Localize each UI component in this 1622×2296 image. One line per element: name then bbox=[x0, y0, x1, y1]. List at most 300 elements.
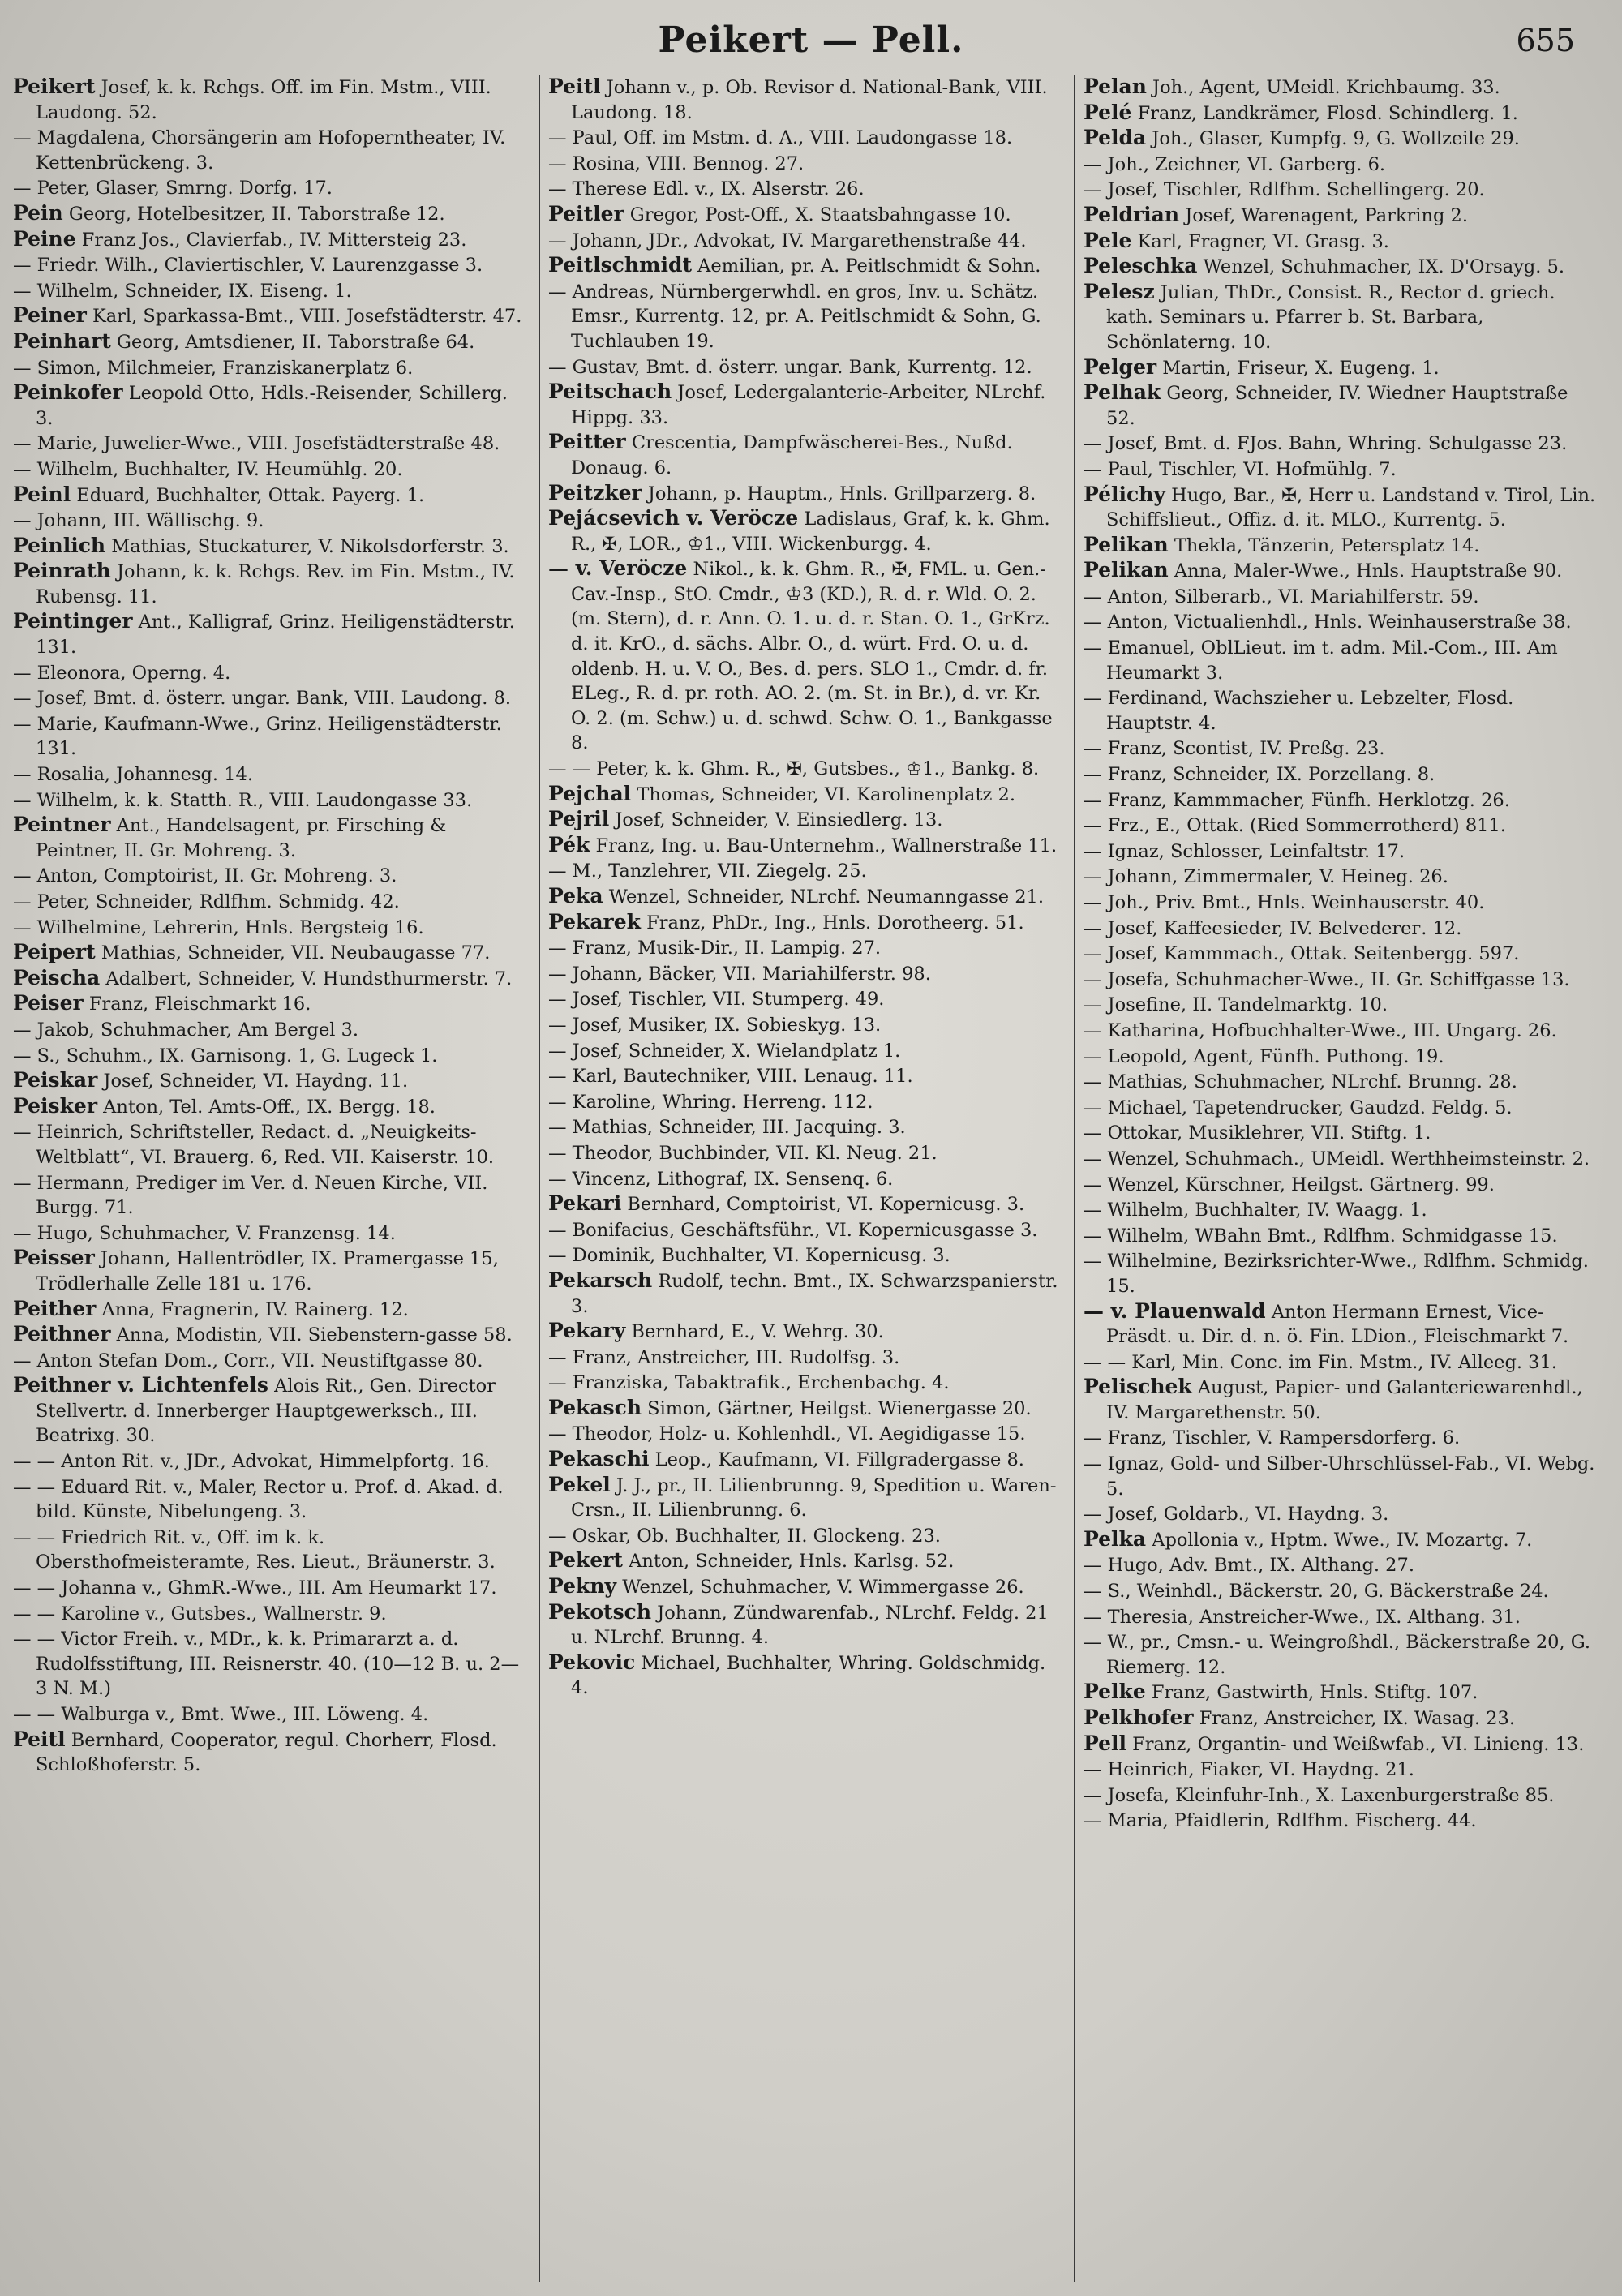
directory-entry bbox=[13, 380, 530, 431]
entry-text: — Josefa, Schuhmacher-Wwe., II. Gr. Schiffgasse 13. bbox=[1083, 968, 1570, 990]
directory-entry bbox=[1083, 1629, 1601, 1680]
entry-text: — M., Tanzlehrer, VII. Ziegelg. 25. bbox=[548, 860, 867, 882]
entry-text: Gregor, Post-Off., X. Staatsbahngasse 10. bbox=[624, 204, 1011, 225]
entry-text: Mathias, Schneider, VII. Neubaugasse 77. bbox=[95, 942, 491, 964]
directory-entry bbox=[1083, 533, 1601, 559]
entry-headword: Peitzker bbox=[548, 480, 642, 504]
directory-entry bbox=[13, 1043, 530, 1069]
entry-headword: Pekary bbox=[548, 1319, 626, 1343]
directory-entry bbox=[1083, 355, 1601, 381]
entry-headword: Pelger bbox=[1083, 354, 1157, 379]
directory-entry bbox=[1083, 254, 1601, 280]
entry-text: Crescentia, Dampfwäscherei-Bes., Nußd. Donaug. 6. bbox=[571, 432, 1013, 479]
directory-entry bbox=[548, 430, 1066, 480]
directory-entry bbox=[1083, 1172, 1601, 1198]
entry-headword: Pekari bbox=[548, 1191, 622, 1216]
entry-text: — Paul, Tischler, VI. Hofmühlg. 7. bbox=[1083, 458, 1397, 480]
entry-headword: Peinl bbox=[13, 482, 71, 506]
directory-entry bbox=[548, 75, 1066, 125]
entry-text: — — Johanna v., GhmR.-Wwe., III. Am Heumarkt 17. bbox=[13, 1577, 497, 1599]
entry-text: Bernhard, Cooperator, regul. Chorherr, Flosd. Schloßhoferstr. 5. bbox=[36, 1729, 497, 1776]
entry-text: Thomas, Schneider, VI. Karolinenplatz 2. bbox=[631, 783, 1015, 805]
entry-text: Eduard, Buchhalter, Ottak. Payerg. 1. bbox=[71, 484, 425, 506]
entry-text: — Wilhelm, WBahn Bmt., Rdlfhm. Schmidgasse 15. bbox=[1083, 1225, 1558, 1247]
page-number: 655 bbox=[1516, 23, 1575, 58]
entry-text: — Jakob, Schuhmacher, Am Bergel 3. bbox=[13, 1019, 359, 1041]
directory-entry bbox=[548, 1191, 1066, 1217]
entry-text: — — Walburga v., Bmt. Wwe., III. Löweng. 4. bbox=[13, 1704, 429, 1725]
directory-entry bbox=[548, 1319, 1066, 1345]
directory-entry bbox=[13, 1068, 530, 1094]
directory-entry bbox=[13, 1297, 530, 1323]
entry-headword: Pejchal bbox=[548, 781, 632, 805]
directory-entry bbox=[1083, 864, 1601, 890]
entry-text: Bernhard, Comptoirist, VI. Kopernicusg. 3. bbox=[621, 1194, 1025, 1216]
columns bbox=[5, 75, 1609, 2282]
directory-entry bbox=[548, 1217, 1066, 1243]
directory-entry bbox=[548, 354, 1066, 380]
entry-headword: Peintner bbox=[13, 813, 111, 837]
entry-text: — Anton, Comptoirist, II. Gr. Mohreng. 3. bbox=[13, 865, 397, 887]
entry-headword: Peisker bbox=[13, 1093, 98, 1118]
directory-entry bbox=[548, 1523, 1066, 1549]
directory-entry bbox=[548, 1242, 1066, 1268]
entry-text: — Frz., E., Ottak. (Ried Sommerrotherd) 811. bbox=[1083, 815, 1506, 837]
directory-entry bbox=[13, 355, 530, 381]
directory-entry bbox=[1083, 1732, 1601, 1757]
directory-entry bbox=[1083, 1604, 1601, 1630]
directory-entry bbox=[13, 762, 530, 788]
directory-entry bbox=[13, 534, 530, 560]
directory-entry bbox=[1083, 203, 1601, 229]
entry-headword: Peitschach bbox=[548, 380, 672, 404]
directory-entry bbox=[13, 915, 530, 941]
entry-headword: Peiskar bbox=[13, 1068, 98, 1092]
entry-headword: — v. Veröcze bbox=[548, 556, 688, 581]
directory-entry bbox=[548, 202, 1066, 228]
entry-text: — Wilhelm, Buchhalter, IV. Heumühlg. 20. bbox=[13, 458, 403, 480]
entry-text: Wenzel, Schuhmacher, IX. D'Orsayg. 5. bbox=[1197, 256, 1565, 278]
directory-entry bbox=[13, 889, 530, 915]
entry-text: Georg, Amtsdiener, II. Taborstraße 64. bbox=[110, 331, 475, 353]
directory-entry bbox=[13, 966, 530, 992]
directory-entry bbox=[548, 961, 1066, 987]
directory-entry bbox=[548, 1140, 1066, 1166]
directory-entry bbox=[548, 1574, 1066, 1600]
directory-entry bbox=[1083, 1223, 1601, 1249]
directory-entry bbox=[548, 1473, 1066, 1523]
entry-text: — Oskar, Ob. Buchhalter, II. Glockeng. 23. bbox=[548, 1525, 941, 1547]
entry-text: Johann, p. Hauptm., Hnls. Grillparzerg. 8. bbox=[642, 483, 1036, 504]
entry-text: — Wenzel, Kürschner, Heilgst. Gärtnerg. 99. bbox=[1083, 1174, 1495, 1195]
entry-text: — — Eduard Rit. v., Maler, Rector u. Prof. d. Akad. d. bild. Künste, Nibelungeng. 3. bbox=[13, 1476, 504, 1523]
entry-text: — Wenzel, Schuhmach., UMeidl. Werthheimsteinstr. 2. bbox=[1083, 1148, 1590, 1169]
running-head: Peikert — Pell. bbox=[658, 19, 964, 61]
entry-text: — Theodor, Holz- u. Kohlenhdl., VI. Aegidigasse 15. bbox=[548, 1423, 1026, 1445]
directory-entry bbox=[13, 940, 530, 966]
directory-entry bbox=[13, 1626, 530, 1702]
entry-headword: Pelikan bbox=[1083, 558, 1169, 582]
directory-entry bbox=[1083, 839, 1601, 865]
entry-text: — — Karl, Min. Conc. im Fin. Mstm., IV. Alleeg. 31. bbox=[1083, 1351, 1557, 1373]
directory-entry bbox=[548, 1650, 1066, 1701]
entry-text: — Vincenz, Lithograf, IX. Sensenq. 6. bbox=[548, 1168, 894, 1190]
directory-entry bbox=[548, 176, 1066, 202]
entry-headword: Peipert bbox=[13, 940, 96, 964]
entry-text: — Franziska, Tabaktrafik., Erchenbachg. 4. bbox=[548, 1372, 950, 1394]
directory-entry bbox=[13, 329, 530, 355]
entry-text: — Rosina, VIII. Bennog. 27. bbox=[548, 152, 805, 174]
directory-entry bbox=[1083, 380, 1601, 431]
entry-text: — S., Weinhdl., Bäckerstr. 20, G. Bäckerstraße 24. bbox=[1083, 1581, 1549, 1603]
directory-entry bbox=[1083, 1299, 1601, 1350]
directory-entry bbox=[13, 278, 530, 304]
entry-text: Johann v., p. Ob. Revisor d. National-Bank, VIII. Laudong. 18. bbox=[571, 77, 1048, 123]
directory-entry bbox=[1083, 1527, 1601, 1553]
entry-text: — Dominik, Buchhalter, VI. Kopernicusg. 3. bbox=[548, 1245, 950, 1267]
directory-entry bbox=[548, 1114, 1066, 1140]
directory-entry bbox=[1083, 890, 1601, 916]
directory-entry bbox=[13, 559, 530, 609]
directory-entry bbox=[548, 481, 1066, 507]
entry-text: — Bonifacius, Geschäftsführ., VI. Kopernicusgasse 3. bbox=[548, 1219, 1038, 1241]
directory-entry bbox=[1083, 967, 1601, 993]
directory-entry bbox=[13, 1170, 530, 1221]
directory-entry bbox=[548, 556, 1066, 756]
entry-text: — Franz, Anstreicher, III. Rudolfsg. 3. bbox=[548, 1346, 900, 1368]
entry-text: — Therese Edl. v., IX. Alserstr. 26. bbox=[548, 178, 865, 200]
entry-text: — Leopold, Agent, Fünfh. Puthong. 19. bbox=[1083, 1045, 1444, 1067]
entry-headword: Peine bbox=[13, 226, 76, 251]
directory-entry bbox=[1083, 280, 1601, 355]
entry-headword: Peiner bbox=[13, 303, 87, 328]
entry-text: Anton, Schneider, Hnls. Karlsg. 52. bbox=[622, 1551, 955, 1573]
entry-text: Leopold Otto, Hdls.-Reisender, Schillerg. 3. bbox=[36, 383, 508, 429]
entry-text: Josef, Warenagent, Parkring 2. bbox=[1179, 204, 1468, 226]
entry-text: — Karoline, Whring. Herreng. 112. bbox=[548, 1091, 873, 1113]
directory-entry bbox=[548, 935, 1066, 961]
directory-entry bbox=[548, 833, 1066, 859]
entry-text: — Josef, Tischler, VII. Stumperg. 49. bbox=[548, 989, 885, 1011]
entry-headword: Pelikan bbox=[1083, 532, 1169, 556]
directory-entry bbox=[13, 1601, 530, 1627]
entry-text: Franz, Anstreicher, IX. Wasag. 23. bbox=[1193, 1708, 1515, 1729]
entry-text: Anton, Tel. Amts-Off., IX. Bergg. 18. bbox=[97, 1096, 436, 1118]
directory-entry bbox=[1083, 483, 1601, 533]
directory-entry bbox=[548, 1063, 1066, 1089]
entry-text: Apollonia v., Hptm. Wwe., IV. Mozartg. 7. bbox=[1146, 1529, 1533, 1551]
directory-entry bbox=[1083, 1197, 1601, 1223]
directory-entry bbox=[13, 1119, 530, 1169]
entry-headword: Pélichy bbox=[1083, 482, 1165, 506]
entry-text: Ladislaus, Graf, k. k. Ghm. R., ✠, LOR., ♔1., VIII. Wickenburgg. 4. bbox=[571, 509, 1050, 555]
entry-text: — Katharina, Hofbuchhalter-Wwe., III. Ungarg. 26. bbox=[1083, 1019, 1557, 1041]
directory-entry bbox=[13, 991, 530, 1017]
directory-entry bbox=[1083, 177, 1601, 203]
directory-entry bbox=[13, 1702, 530, 1727]
directory-entry bbox=[13, 252, 530, 278]
entry-text: — Karl, Bautechniker, VIII. Lenaug. 11. bbox=[548, 1066, 913, 1088]
directory-entry bbox=[13, 457, 530, 483]
column-1 bbox=[5, 75, 540, 2282]
directory-entry bbox=[1083, 916, 1601, 942]
entry-headword: Peitter bbox=[548, 430, 626, 454]
entry-text: — Heinrich, Fiaker, VI. Haydng. 21. bbox=[1083, 1759, 1414, 1781]
directory-entry bbox=[13, 1246, 530, 1296]
directory-entry bbox=[13, 863, 530, 889]
directory-entry bbox=[13, 303, 530, 329]
entry-text: — Josef, Bmt. d. österr. ungar. Bank, VIII. Laudong. 8. bbox=[13, 688, 512, 710]
directory-entry bbox=[548, 151, 1066, 177]
entry-text: — Magdalena, Chorsängerin am Hofoperntheater, IV. Kettenbrückeng. 3. bbox=[13, 127, 506, 174]
column-2 bbox=[540, 75, 1075, 2282]
entry-text: — — Victor Freih. v., MDr., k. k. Primararzt a. d. Rudolfsstiftung, III. Reisnerstr. 40. (10—12 B. u. 2—3 N. M.) bbox=[13, 1629, 520, 1700]
entry-text: Rudolf, techn. Bmt., IX. Schwarzspanierstr. 3. bbox=[571, 1270, 1058, 1317]
entry-text: Joh., Agent, UMeidl. Krichbaumg. 33. bbox=[1146, 77, 1500, 98]
entry-headword: Pelke bbox=[1083, 1680, 1146, 1704]
directory-entry bbox=[1083, 1018, 1601, 1044]
entry-text: — Anton, Victualienhdl., Hnls. Weinhauserstraße 38. bbox=[1083, 612, 1572, 633]
entry-text: Franz, PhDr., Ing., Hnls. Dorotheerg. 51. bbox=[640, 912, 1024, 933]
directory-entry bbox=[1083, 1350, 1601, 1375]
directory-entry bbox=[13, 508, 530, 534]
entry-headword: Pelka bbox=[1083, 1526, 1147, 1551]
entry-text: — — Peter, k. k. Ghm. R., ✠, Gutsbes., ♔1., Bankg. 8. bbox=[548, 758, 1040, 780]
entry-text: — — Anton Rit. v., JDr., Advokat, Himmelpfortg. 16. bbox=[13, 1451, 490, 1473]
entry-text: — Hugo, Schuhmacher, V. Franzensg. 14. bbox=[13, 1222, 396, 1244]
entry-text: — Theresia, Anstreicher-Wwe., IX. Althang. 31. bbox=[1083, 1606, 1521, 1628]
directory-entry bbox=[1083, 101, 1601, 127]
entry-text: Josef, Ledergalanterie-Arbeiter, NLrchf. Hippg. 33. bbox=[571, 382, 1046, 428]
entry-headword: Peitler bbox=[548, 201, 624, 225]
entry-text: — Josef, Kaffeesieder, IV. Belvederег. 12. bbox=[1083, 917, 1462, 939]
entry-text: Ant., Handelsagent, pr. Firsching & Peintner, II. Gr. Mohreng. 3. bbox=[36, 815, 447, 861]
directory-entry bbox=[13, 125, 530, 175]
entry-text: — Wilhelm, Buchhalter, IV. Waagg. 1. bbox=[1083, 1199, 1427, 1221]
entry-text: — Marie, Kaufmann-Wwe., Grinz. Heiligenstädterstr. 131. bbox=[13, 713, 502, 760]
entry-text: Anna, Modistin, VII. Siebenstern-gasse 58. bbox=[110, 1324, 513, 1346]
directory-entry bbox=[548, 1600, 1066, 1650]
entry-headword: Peintinger bbox=[13, 609, 133, 633]
entry-headword: Peithner v. Lichtenfels bbox=[13, 1373, 268, 1397]
directory-entry bbox=[1083, 1248, 1601, 1298]
entry-text: — Eleonora, Operng. 4. bbox=[13, 662, 231, 684]
entry-headword: Pell bbox=[1083, 1731, 1127, 1755]
entry-text: Josef, Schneider, V. Einsiedlerg. 13. bbox=[609, 809, 943, 831]
directory-entry bbox=[13, 1727, 530, 1778]
entry-text: — Anton, Silberarb., VI. Mariahilferstr. 59. bbox=[1083, 586, 1479, 607]
entry-text: — Josef, Musiker, IX. Sobieskyg. 13. bbox=[548, 1014, 882, 1036]
directory-entry bbox=[1083, 1451, 1601, 1501]
entry-text: — — Karoline v., Gutsbes., Wallnerstr. 9. bbox=[13, 1603, 387, 1624]
entry-text: — Andreas, Nürnbergerwhdl. en gros, Inv. u. Schätz. Emsr., Kurrentg. 12, pr. A. Peitlschmidt & Sohn, G. Tuchlauben 19. bbox=[548, 281, 1041, 352]
entry-text: — Paul, Off. im Mstm. d. A., VIII. Laudongasse 18. bbox=[548, 127, 1013, 149]
entry-text: — Rosalia, Johannesg. 14. bbox=[13, 764, 254, 786]
entry-text: — Peter, Schneider, Rdlfhm. Schmidg. 42. bbox=[13, 891, 400, 912]
directory-entry bbox=[548, 1038, 1066, 1064]
entry-text: — Josef, Tischler, Rdlfhm. Schellingerg. 20. bbox=[1083, 179, 1485, 201]
entry-text: — Johann, Bäcker, VII. Mariahilferstr. 98. bbox=[548, 963, 931, 985]
entry-text: Karl, Sparkassa-Bmt., VIII. Josefstädterstr. 47. bbox=[86, 306, 522, 328]
entry-text: — Johann, Zimmermaler, V. Heineg. 26. bbox=[1083, 866, 1448, 888]
entry-text: Michael, Buchhalter, Whring. Goldschmidg. 4. bbox=[571, 1652, 1046, 1699]
entry-text: Franz, Ing. u. Bau-Unternehm., Wallnerstraße 11. bbox=[590, 835, 1058, 856]
directory-entry bbox=[13, 431, 530, 457]
entry-headword: Peinhart bbox=[13, 328, 111, 353]
directory-entry bbox=[13, 609, 530, 659]
directory-entry bbox=[13, 1474, 530, 1525]
directory-entry bbox=[1083, 1095, 1601, 1121]
entry-text: Franz Jos., Clavierfab., IV. Mittersteig 23. bbox=[75, 229, 467, 251]
entry-text: Anna, Maler-Wwe., Hnls. Hauptstraße 90. bbox=[1168, 560, 1563, 582]
entry-headword: Peikert bbox=[13, 75, 96, 98]
entry-text: Ant., Kalligraf, Grinz. Heiligenstädterstr. 131. bbox=[36, 612, 515, 659]
directory-entry bbox=[548, 1548, 1066, 1574]
entry-text: August, Papier- und Galanteriewarenhdl., IV. Margarethenstr. 50. bbox=[1106, 1377, 1583, 1423]
entry-text: — Simon, Milchmeier, Franziskanerplatz 6. bbox=[13, 357, 414, 379]
entry-text: Mathias, Stuckaturer, V. Nikolsdorferstr. 3. bbox=[105, 535, 509, 557]
directory-entry bbox=[13, 483, 530, 509]
entry-headword: Peleschka bbox=[1083, 254, 1198, 278]
directory-entry bbox=[13, 685, 530, 711]
directory-entry bbox=[548, 1166, 1066, 1192]
directory-entry bbox=[548, 986, 1066, 1012]
entry-headword: Pekaschi bbox=[548, 1447, 650, 1471]
directory-entry bbox=[548, 1370, 1066, 1396]
entry-text: — W., pr., Cmsn.- u. Weingroßhdl., Bäckerstraße 20, G. Riemerg. 12. bbox=[1083, 1632, 1591, 1678]
entry-headword: Pék bbox=[548, 832, 590, 856]
entry-text: Josef, Schneider, VI. Haydng. 11. bbox=[97, 1071, 409, 1092]
directory-entry bbox=[548, 756, 1066, 782]
entry-text: — Johann, JDr., Advokat, IV. Margarethenstraße 44. bbox=[548, 230, 1027, 251]
directory-entry bbox=[1083, 1501, 1601, 1527]
entry-headword: Peka bbox=[548, 884, 603, 908]
directory-entry bbox=[548, 1268, 1066, 1319]
directory-entry bbox=[1083, 1578, 1601, 1604]
entry-text: J. J., pr., II. Lilienbrunng. 9, Spedition u. Waren-Crsn., II. Lilienbrunng. 6. bbox=[571, 1474, 1057, 1521]
directory-entry bbox=[548, 782, 1066, 808]
directory-entry bbox=[13, 1373, 530, 1448]
directory-entry bbox=[1083, 1425, 1601, 1451]
directory-entry bbox=[548, 884, 1066, 910]
entry-text: Georg, Schneider, IV. Wiedner Hauptstraße 52. bbox=[1106, 383, 1568, 429]
directory-entry bbox=[13, 227, 530, 253]
directory-entry bbox=[13, 711, 530, 762]
directory-entry bbox=[13, 1575, 530, 1601]
entry-text: — Franz, Kammmacher, Fünfh. Herklotzg. 26. bbox=[1083, 789, 1510, 811]
entry-text: — Franz, Schneider, IX. Porzellang. 8. bbox=[1083, 764, 1435, 786]
directory-entry bbox=[1083, 941, 1601, 967]
entry-headword: Peitl bbox=[548, 75, 601, 98]
directory-entry bbox=[548, 279, 1066, 354]
directory-entry bbox=[1083, 1783, 1601, 1809]
entry-text: Aemilian, pr. A. Peitlschmidt & Sohn. bbox=[692, 255, 1041, 277]
directory-entry bbox=[1083, 736, 1601, 762]
entry-headword: Peinlich bbox=[13, 533, 106, 557]
entry-headword: Pekny bbox=[548, 1574, 617, 1599]
entry-text: — Johann, III. Wällischg. 9. bbox=[13, 510, 264, 532]
entry-headword: Peitlschmidt bbox=[548, 253, 693, 277]
entry-text: Anna, Fragnerin, IV. Rainerg. 12. bbox=[96, 1298, 409, 1320]
entry-headword: Pelda bbox=[1083, 126, 1147, 150]
entry-text: — Ignaz, Schlosser, Leinfaltstr. 17. bbox=[1083, 840, 1405, 862]
directory-entry bbox=[1083, 813, 1601, 839]
directory-entry bbox=[548, 1345, 1066, 1371]
entry-headword: Peiser bbox=[13, 991, 84, 1015]
directory-entry bbox=[548, 253, 1066, 279]
entry-headword: Pekert bbox=[548, 1548, 623, 1573]
directory-entry bbox=[13, 201, 530, 227]
entry-text: Franz, Gastwirth, Hnls. Stiftg. 107. bbox=[1145, 1682, 1478, 1704]
entry-text: — Hermann, Prediger im Ver. d. Neuen Kirche, VII. Burgg. 71. bbox=[13, 1172, 488, 1219]
directory-entry bbox=[1083, 762, 1601, 788]
entry-headword: Pekarek bbox=[548, 909, 641, 933]
column-3 bbox=[1075, 75, 1609, 2282]
directory-entry bbox=[548, 1089, 1066, 1115]
entry-text: — Mathias, Schuhmacher, NLrchf. Brunng. 28. bbox=[1083, 1071, 1517, 1093]
entry-text: — — Friedrich Rit. v., Off. im k. k. Obersthofmeisteramte, Res. Lieut., Bräunerstr. 3. bbox=[13, 1526, 496, 1573]
entry-text: Johann, Zündwarenfab., NLrchf. Feldg. 21 u. NLrchf. Brunng. 4. bbox=[571, 1602, 1049, 1649]
directory-entry bbox=[13, 1094, 530, 1120]
entry-text: — Josef, Kammmach., Ottak. Seitenbergg. 597. bbox=[1083, 943, 1520, 965]
directory-entry bbox=[1083, 152, 1601, 178]
entry-headword: Pelischek bbox=[1083, 1375, 1192, 1399]
entry-text: — Heinrich, Schriftsteller, Redact. d. „Neuigkeits-Weltblatt“, VI. Brauerg. 6, Red. VII. Kaiserstr. 10. bbox=[13, 1122, 495, 1168]
directory-entry bbox=[1083, 75, 1601, 101]
entry-headword: Pekotsch bbox=[548, 1599, 652, 1624]
directory-entry bbox=[1083, 229, 1601, 255]
entry-text: — Wilhelmine, Lehrerin, Hnls. Bergsteig 16. bbox=[13, 916, 424, 938]
entry-text: Anton Hermann Ernest, Vice-Präsdt. u. Dir. d. n. ö. Fin. LDion., Fleischmarkt 7. bbox=[1106, 1301, 1569, 1348]
directory-entry bbox=[1083, 609, 1601, 635]
entry-text: — Gustav, Bmt. d. österr. ungar. Bank, Kurrentg. 12. bbox=[548, 356, 1032, 378]
directory-entry bbox=[13, 788, 530, 813]
entry-headword: Peinrath bbox=[13, 559, 111, 583]
entry-text: — Marie, Juwelier-Wwe., VIII. Josefstädterstraße 48. bbox=[13, 433, 500, 455]
directory-entry bbox=[1083, 992, 1601, 1018]
entry-text: — Michael, Tapetendrucker, Gaudzd. Feldg. 5. bbox=[1083, 1097, 1513, 1118]
entry-headword: Pekovic bbox=[548, 1650, 636, 1674]
entry-text: — Josefine, II. Tandelmarktg. 10. bbox=[1083, 994, 1388, 1016]
entry-headword: Pekarsch bbox=[548, 1268, 653, 1292]
entry-text: Georg, Hotelbesitzer, II. Taborstraße 12. bbox=[62, 203, 445, 225]
directory-entry bbox=[1083, 558, 1601, 584]
entry-text: — Friedr. Wilh., Claviertischler, V. Laurenzgasse 3. bbox=[13, 255, 483, 277]
entry-text: — Wilhelmine, Bezirksrichter-Wwe., Rdlfhm. Schmidg. 15. bbox=[1083, 1251, 1589, 1297]
directory-entry bbox=[548, 228, 1066, 254]
entry-text: Karl, Fragner, VI. Grasg. 3. bbox=[1131, 230, 1389, 252]
entry-text: — Wilhelm, k. k. Statth. R., VIII. Laudongasse 33. bbox=[13, 789, 473, 811]
entry-text: — Franz, Scontist, IV. Preßg. 23. bbox=[1083, 738, 1385, 760]
entry-headword: Pelesz bbox=[1083, 279, 1155, 303]
entry-text: — Josef, Bmt. d. FJos. Bahn, Whring. Schulgasse 23. bbox=[1083, 433, 1568, 455]
directory-entry bbox=[1083, 584, 1601, 610]
entry-text: Franz, Landkrämer, Flosd. Schindlerg. 1. bbox=[1131, 102, 1518, 124]
directory-entry bbox=[13, 1525, 530, 1575]
entry-headword: Peithner bbox=[13, 1322, 111, 1346]
entry-text: — Anton Stefan Dom., Corr., VII. Neustiftgasse 80. bbox=[13, 1350, 483, 1371]
entry-headword: Pein bbox=[13, 200, 63, 225]
entry-headword: Pekel bbox=[548, 1472, 611, 1496]
entry-text: Wenzel, Schuhmacher, V. Wimmergasse 26. bbox=[616, 1577, 1024, 1599]
entry-text: — Ignaz, Gold- und Silber-Uhrschlüssel-Fab., VI. Webg. 5. bbox=[1083, 1453, 1595, 1500]
directory-entry bbox=[13, 660, 530, 686]
directory-entry bbox=[1083, 1757, 1601, 1783]
directory-entry bbox=[548, 1396, 1066, 1422]
entry-text: Johann, Hallentrödler, IX. Pramergasse 15, Trödlerhalle Zelle 181 u. 176. bbox=[36, 1248, 499, 1294]
entry-text: Joh., Glaser, Kumpfg. 9, G. Wollzeile 29. bbox=[1146, 128, 1520, 150]
directory-entry bbox=[13, 75, 530, 125]
